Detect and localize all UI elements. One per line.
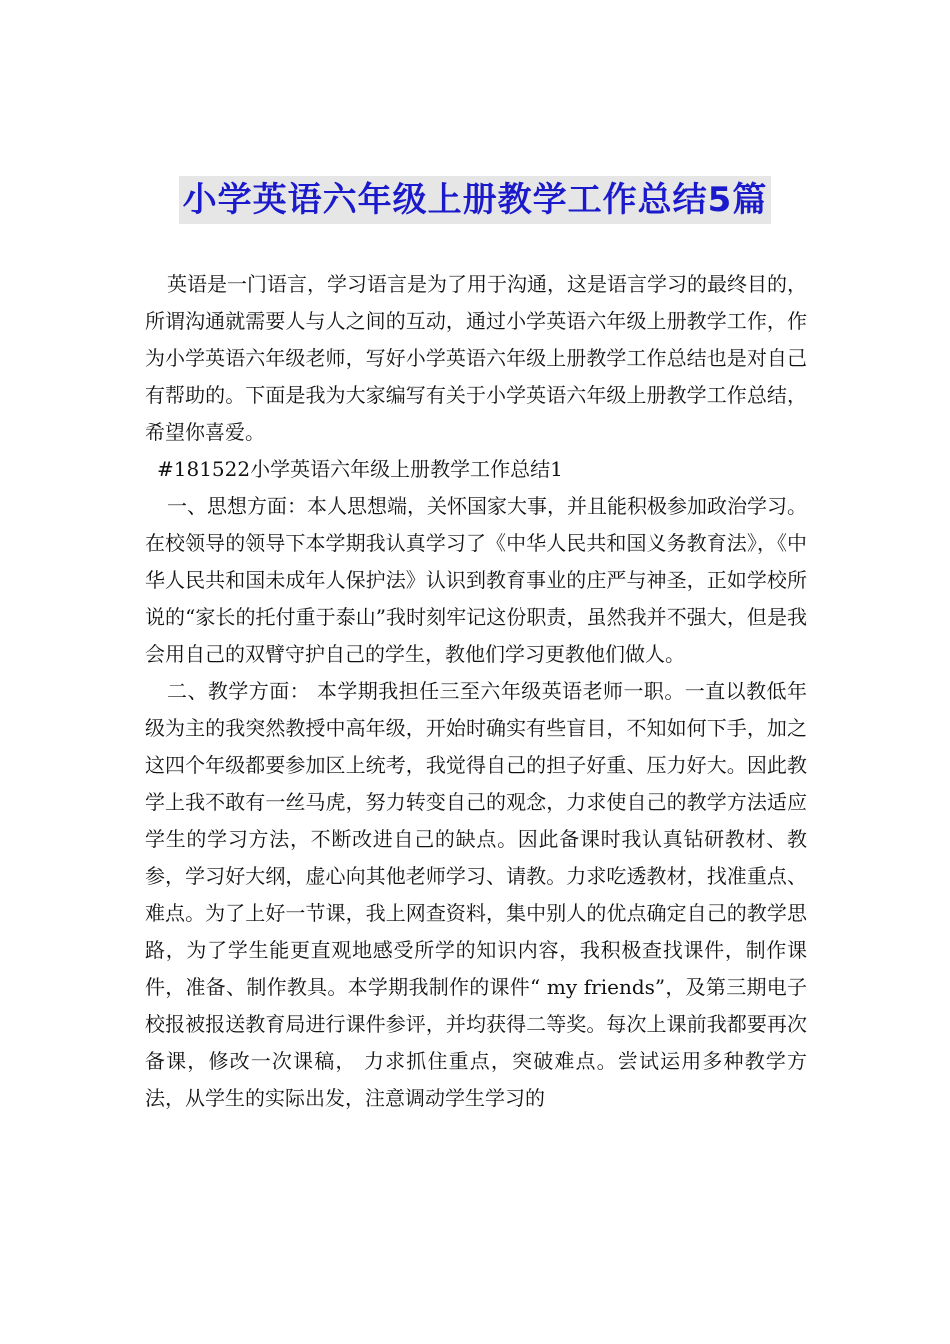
section-heading: #181522小学英语六年级上册教学工作总结1 [157, 457, 563, 481]
thought-paragraph: 一、思想方面：本人思想端，关怀国家大事，并且能积极参加政治学习。在校领导的领导下本学期我认真学习了《中华人民共和国义务教育法》，《中华人民共和国未成年人保护法》认识到教育事业的庄严与神圣，正如学校所说的“家长的托付重于泰山”我时刻牢记这份职责，虽然我并不强大，但是我会用自己的双臂守护自己的学生，教他们学习更教他们做人。 [145, 494, 807, 666]
teaching-paragraph: 二、教学方面： 本学期我担任三至六年级英语老师一职。一直以教低年级为主的我突然教授中高年级，开始时确实有些盲目，不知如何下手，加之这四个年级都要参加区上统考，我觉得自己的担子好重、压力好大。因此教学上我不敢有一丝马虎，努力转变自己的观念，力求使自己的教学方法适应学生的学习方法，不断改进自己的缺点。因此备课时我认真钻研教材、教参，学习好大纲，虚心向其他老师学习、请教。力求吃透教材，找准重点、难点。为了上好一节课，我上网查资料，集中别人的优点确定自己的教学思路，为了学生能更直观地感受所学的知识内容，我积极查找课件，制作课件，准备、制作教具。本学期我制作的课件“ my friends”，及第三期电子校报被报送教育局进行课件参评，并均获得二等奖。每次上课前我都要再次备课，修改一次课稿， 力求抓住重点，突破难点。尝试运用多种教学方法，从学生的实际出发，注意调动学生学习的 [145, 679, 807, 1110]
title-container [0, 176, 950, 224]
document-title: 小学英语六年级上册教学工作总结5篇 [179, 176, 772, 224]
intro-paragraph: 英语是一门语言，学习语言是为了用于沟通，这是语言学习的最终目的，所谓沟通就需要人与人之间的互动，通过小学英语六年级上册教学工作，作为小学英语六年级老师，写好小学英语六年级上册教学工作总结也是对自己有帮助的。下面是我为大家编写有关于小学英语六年级上册教学工作总结，希望你喜爱。 [145, 272, 807, 444]
document-body [145, 266, 807, 1117]
